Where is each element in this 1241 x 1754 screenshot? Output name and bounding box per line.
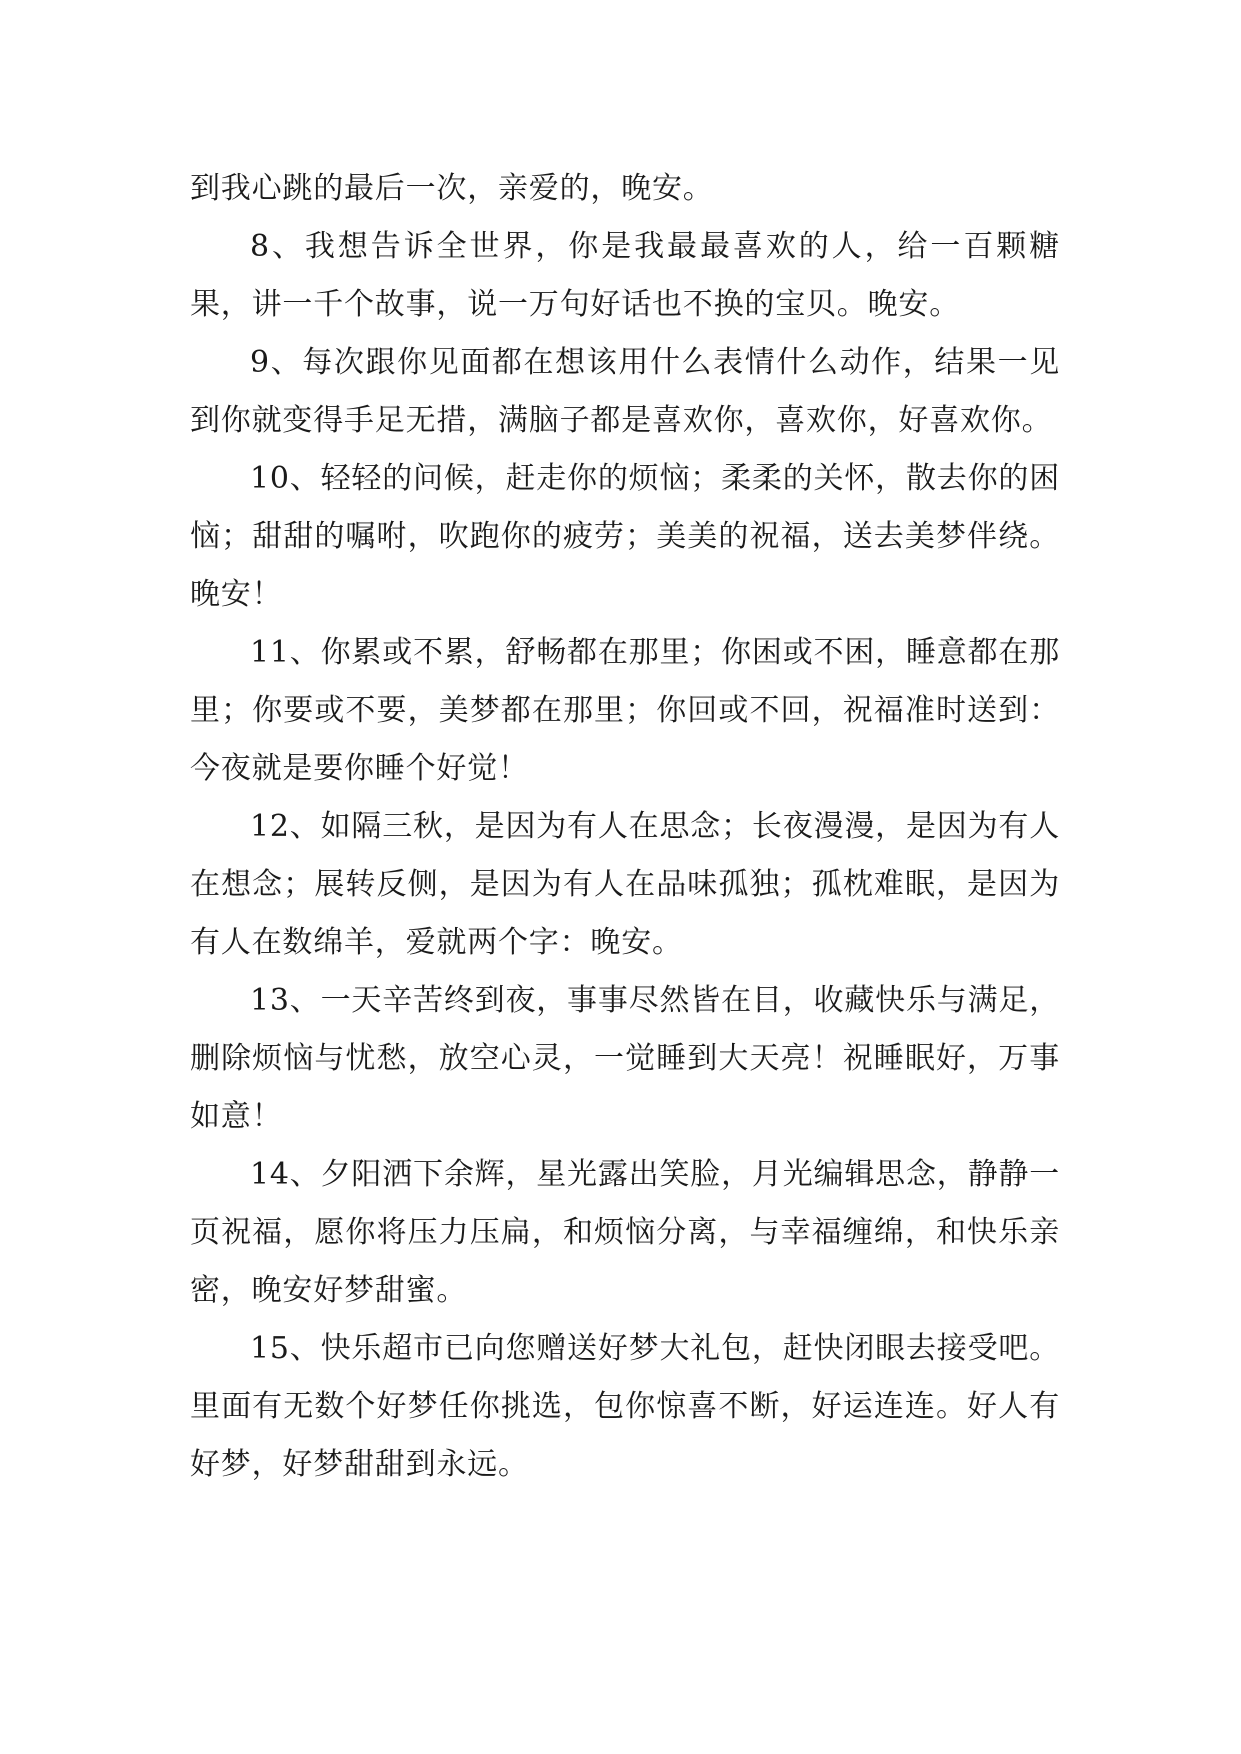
paragraph-item-10: 10、轻轻的问候，赶走你的烦恼；柔柔的关怀，散去你的困恼；甜甜的嘱咐，吹跑你的疲劳；美美的祝福，送去美梦伴绕。晚安！ [190,461,1060,612]
paragraph-item-13: 13、一天辛苦终到夜，事事尽然皆在目，收藏快乐与满足，删除烦恼与忧愁，放空心灵，一觉睡到大天亮！祝睡眠好，万事如意！ [190,983,1060,1134]
paragraph-item-15: 15、快乐超市已向您赠送好梦大礼包，赶快闭眼去接受吧。里面有无数个好梦任你挑选，包你惊喜不断，好运连连。好人有好梦，好梦甜甜到永远。 [190,1331,1060,1482]
paragraph-continuation: 到我心跳的最后一次，亲爱的，晚安。 [190,171,714,206]
paragraph-item-12: 12、如隔三秋，是因为有人在思念；长夜漫漫，是因为有人在想念；展转反侧，是因为有人在品味孤独；孤枕难眠，是因为有人在数绵羊，爱就两个字：晚安。 [190,809,1060,960]
paragraph-item-14: 14、夕阳洒下余辉，星光露出笑脸，月光编辑思念，静静一页祝福，愿你将压力压扁，和烦恼分离，与幸福缠绵，和快乐亲密，晚安好梦甜蜜。 [190,1157,1060,1308]
document-body [190,160,1060,1494]
paragraph-item-9: 9、每次跟你见面都在想该用什么表情什么动作，结果一见到你就变得手足无措，满脑子都是喜欢你，喜欢你，好喜欢你。 [190,345,1060,438]
paragraph-item-11: 11、你累或不累，舒畅都在那里；你困或不困，睡意都在那里；你要或不要，美梦都在那里；你回或不回，祝福准时送到：今夜就是要你睡个好觉！ [190,635,1060,786]
paragraph-item-8: 8、我想告诉全世界，你是我最最喜欢的人，给一百颗糖果，讲一千个故事，说一万句好话也不换的宝贝。晚安。 [190,229,1060,322]
